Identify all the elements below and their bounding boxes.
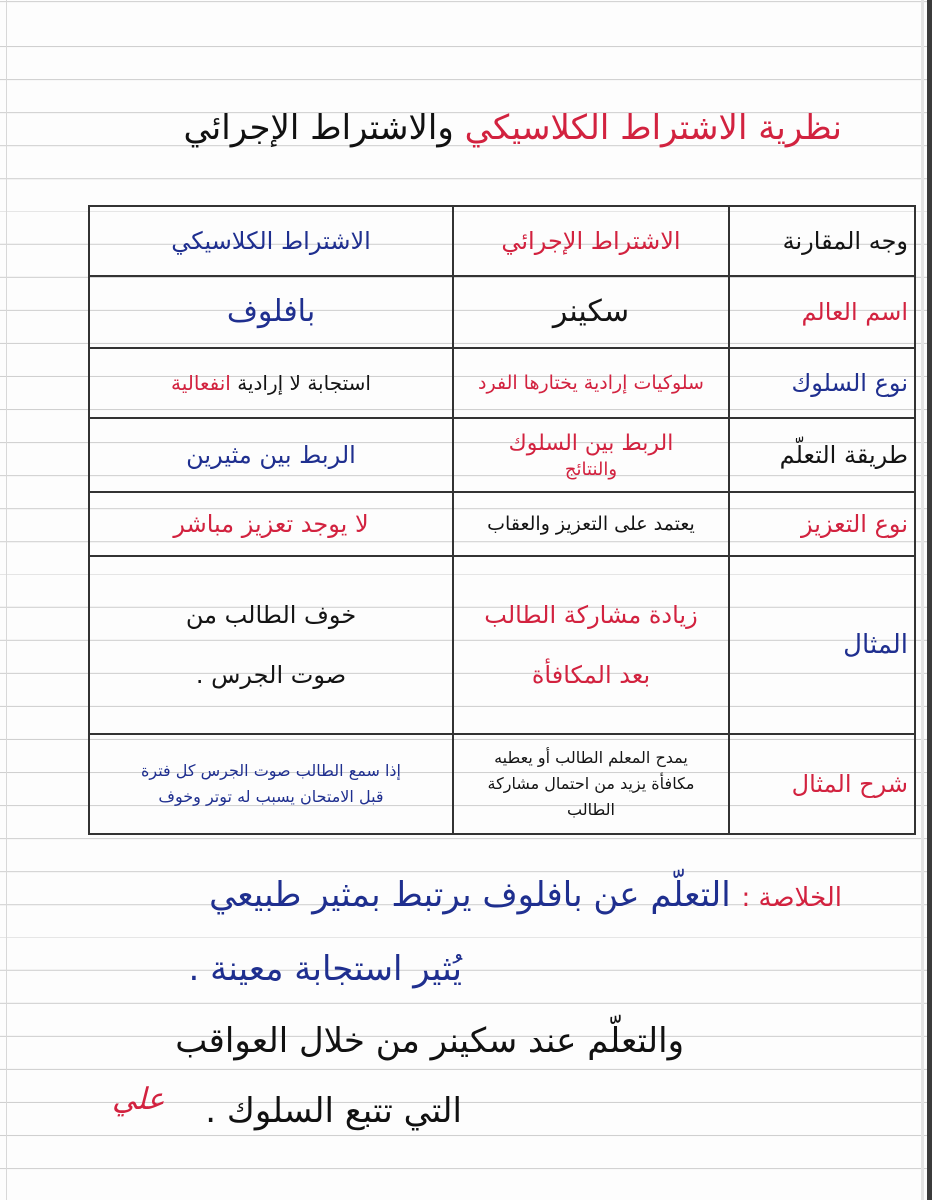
operant-explanation-line3: الطالب (567, 800, 615, 819)
classical-behavior-part-b: انفعالية (171, 371, 231, 395)
summary-line-2: يُثير استجابة معينة . (188, 949, 462, 989)
row-label-learning-method: طريقة التعلّم (729, 418, 915, 492)
cell-classical-reinforcement: لا يوجد تعزيز مباشر (89, 492, 453, 556)
header-classical: الاشتراط الكلاسيكي (89, 206, 453, 276)
cell-operant-learning-method (453, 418, 729, 492)
table-header-row (89, 206, 915, 276)
page-title (183, 104, 842, 152)
classical-example-line1: خوف الطالب من (185, 601, 357, 629)
summary-text-1: التعلّم عن بافلوف يرتبط بمثير طبيعي (209, 875, 731, 915)
cell-operant-scientist: سكينر (453, 276, 729, 348)
summary-line-3: والتعلّم عند سكينر من خلال العواقب (175, 1021, 684, 1061)
table-row (89, 556, 915, 734)
classical-explanation-line1: إذا سمع الطالب صوت الجرس كل فترة (141, 761, 401, 780)
title-black-part: والاشتراط الإجرائي (183, 108, 454, 148)
row-label-example: المثال (729, 556, 915, 734)
summary-label: الخلاصة : (741, 883, 842, 913)
cell-classical-behavior (89, 348, 453, 418)
classical-behavior-part-a: استجابة لا إرادية (237, 371, 371, 395)
cell-classical-learning-method: الربط بين مثيرين (89, 418, 453, 492)
row-label-reinforcement: نوع التعزيز (729, 492, 915, 556)
cell-operant-explanation (453, 734, 729, 834)
cell-classical-example (89, 556, 453, 734)
cell-operant-reinforcement: يعتمد على التعزيز والعقاب (453, 492, 729, 556)
header-operant: الاشتراط الإجرائي (453, 206, 729, 276)
scan-edge-strip (927, 0, 932, 1200)
header-aspect: وجه المقارنة (729, 206, 915, 276)
table-row (89, 276, 915, 348)
row-label-scientist: اسم العالم (729, 276, 915, 348)
row-label-behavior: نوع السلوك (729, 348, 915, 418)
cell-operant-behavior: سلوكيات إرادية يختارها الفرد (453, 348, 729, 418)
summary-line-4: التي تتبع السلوك . (205, 1091, 462, 1131)
left-margin-line (6, 0, 7, 1200)
cell-operant-example (453, 556, 729, 734)
row-label-example-explanation: شرح المثال (729, 734, 915, 834)
title-red-part: نظرية الاشتراط الكلاسيكي (464, 108, 842, 148)
right-margin-line (921, 0, 924, 1200)
table-row (89, 734, 915, 834)
operant-example-line2: بعد المكافأة (531, 661, 651, 689)
classical-explanation-line2: قبل الامتحان يسبب له توتر وخوف (158, 787, 384, 806)
table-row (89, 348, 915, 418)
operant-method-line1: الربط بين السلوك (508, 431, 674, 456)
operant-example-line1: زيادة مشاركة الطالب (484, 601, 698, 629)
signature: علي (112, 1082, 165, 1117)
classical-example-line2: صوت الجرس . (195, 661, 347, 689)
summary-line-1 (209, 872, 842, 921)
operant-explanation-line2: مكافأة يزيد من احتمال مشاركة (487, 774, 695, 793)
table-row (89, 492, 915, 556)
operant-method-line2: والنتائج (564, 459, 618, 480)
cell-classical-scientist: بافلوف (89, 276, 453, 348)
comparison-table (88, 205, 916, 835)
cell-classical-explanation (89, 734, 453, 834)
table-row (89, 418, 915, 492)
operant-explanation-line1: يمدح المعلم الطالب أو يعطيه (494, 748, 688, 767)
